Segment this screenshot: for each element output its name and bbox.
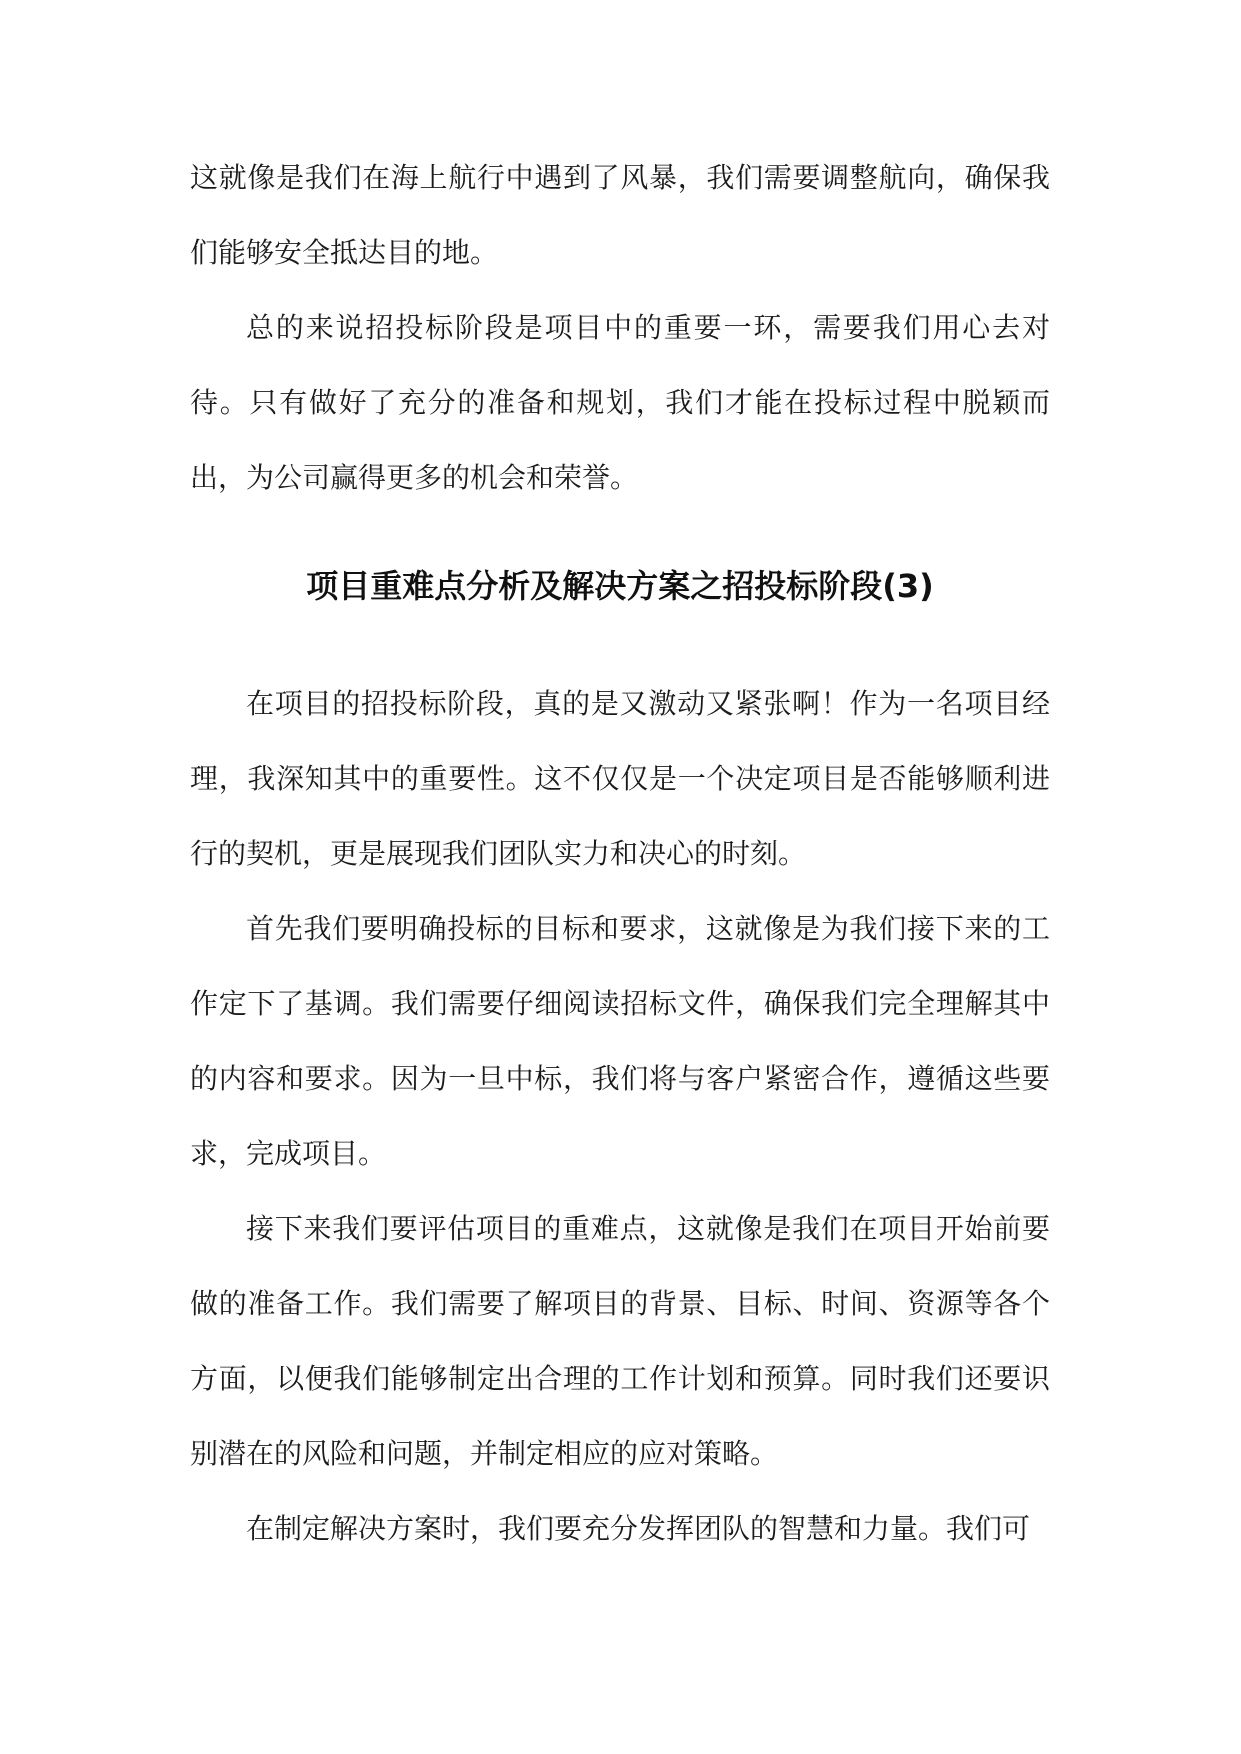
paragraph-2: 总的来说招投标阶段是项目中的重要一环，需要我们用心去对待。只有做好了充分的准备和规划，我们才能在投标过程中脱颖而出，为公司赢得更多的机会和荣誉。 (190, 311, 1050, 494)
paragraph-6: 在制定解决方案时，我们要充分发挥团队的智慧和力量。我们可 (246, 1512, 1031, 1545)
paragraph-4: 首先我们要明确投标的目标和要求，这就像是为我们接下来的工作定下了基调。我们需要仔细阅读招标文件，确保我们完全理解其中的内容和要求。因为一旦中标，我们将与客户紧密合作，遵循这些要求，完成项目。 (190, 912, 1050, 1170)
paragraph-5: 接下来我们要评估项目的重难点，这就像是我们在项目开始前要做的准备工作。我们需要了解项目的背景、目标、时间、资源等各个方面，以便我们能够制定出合理的工作计划和预算。同时我们还要识别潜在的风险和问题，并制定相应的应对策略。 (190, 1212, 1050, 1470)
document-body (190, 140, 1050, 1566)
paragraph-1: 这就像是我们在海上航行中遇到了风暴，我们需要调整航向，确保我们能够安全抵达目的地。 (190, 161, 1050, 269)
paragraph-3: 在项目的招投标阶段，真的是又激动又紧张啊！作为一名项目经理，我深知其中的重要性。这不仅仅是一个决定项目是否能够顺利进行的契机，更是展现我们团队实力和决心的时刻。 (190, 687, 1050, 870)
section-heading: 项目重难点分析及解决方案之招投标阶段(3) (306, 567, 934, 605)
